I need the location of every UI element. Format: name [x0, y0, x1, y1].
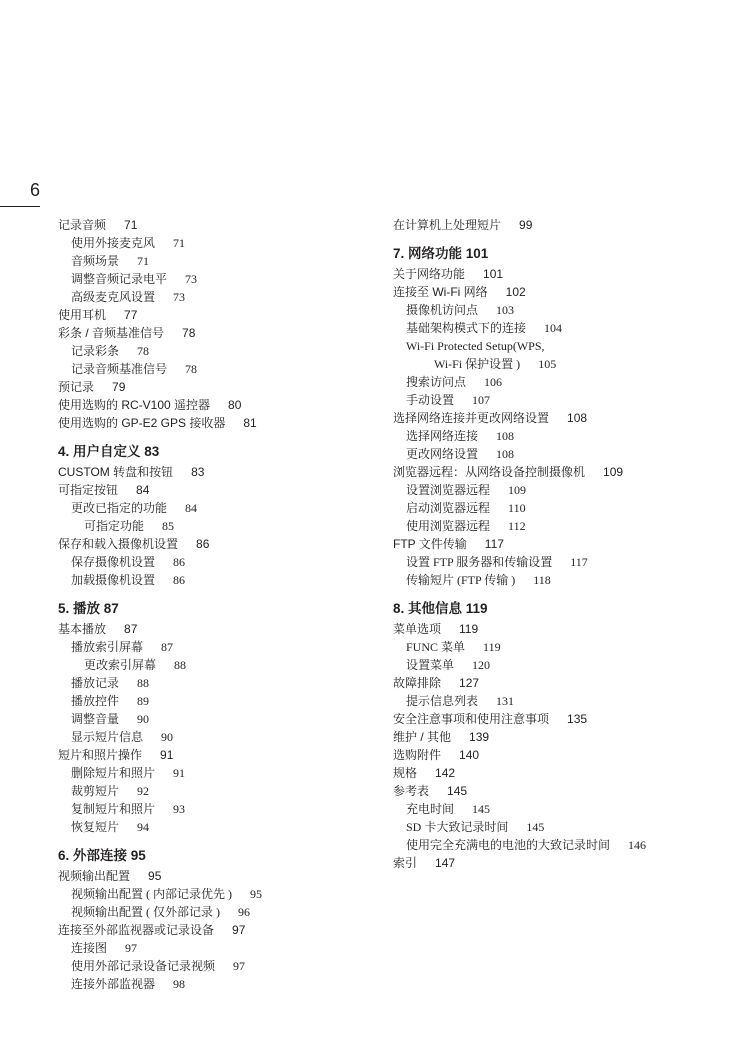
toc-entry-title: 记录音频基准信号: [71, 362, 168, 376]
toc-entry-title: 8. 其他信息 119: [393, 601, 488, 616]
toc-subentry[interactable]: [58, 818, 378, 836]
toc-entry[interactable]: [393, 674, 743, 692]
toc-page-number: 127: [459, 676, 480, 690]
toc-subentry[interactable]: [58, 885, 378, 903]
toc-entry-title: 基础架构模式下的连接: [406, 321, 527, 335]
toc-page-number: 109: [603, 465, 624, 479]
toc-entry-title: 音频场景: [71, 254, 120, 268]
toc-entry-title: 更改网络设置: [406, 447, 479, 461]
toc-subentry[interactable]: [58, 360, 378, 378]
toc-entry[interactable]: [393, 764, 743, 782]
toc-entry-title: 参考表: [393, 784, 430, 798]
toc-entry[interactable]: [393, 409, 743, 427]
toc-entry[interactable]: [393, 620, 743, 638]
toc-page-number: 145: [472, 802, 491, 816]
toc-entry[interactable]: [393, 728, 743, 746]
toc-page-number: 71: [173, 236, 186, 250]
toc-page-number: 90: [137, 712, 150, 726]
toc-entry-title: 规格: [393, 766, 418, 780]
toc-page-number: 86: [196, 537, 210, 551]
toc-page-number: 71: [137, 254, 150, 268]
toc-subentry[interactable]: [393, 638, 743, 656]
toc-subentry[interactable]: [58, 288, 378, 306]
toc-entry[interactable]: [58, 216, 378, 234]
toc-section-heading[interactable]: [58, 846, 378, 866]
toc-subentry[interactable]: [393, 481, 743, 499]
toc-subentry[interactable]: [393, 553, 743, 571]
toc-entry-title: 视频输出配置: [58, 869, 131, 883]
toc-page-number: 79: [112, 380, 126, 394]
toc-page-number: 110: [508, 501, 526, 515]
toc-entry-title: 视频输出配置 ( 仅外部记录 ): [71, 905, 220, 919]
toc-entry[interactable]: [393, 265, 743, 283]
toc-subentry[interactable]: [58, 342, 378, 360]
toc-page-number: 91: [160, 748, 174, 762]
toc-subentry[interactable]: [58, 517, 378, 535]
toc-entry-title: 显示短片信息: [71, 730, 144, 744]
toc-entry[interactable]: [58, 481, 378, 499]
toc-entry-title: 播放记录: [71, 676, 120, 690]
toc-entry-title: 基本播放: [58, 622, 107, 636]
toc-section-heading[interactable]: [58, 442, 378, 462]
toc-page-number: 119: [459, 622, 479, 636]
toc-subentry[interactable]: [393, 818, 743, 836]
toc-page-number: 87: [161, 640, 174, 654]
toc-subentry[interactable]: [58, 692, 378, 710]
toc-entry-title: 播放索引屏幕: [71, 640, 144, 654]
toc-page-number: 87: [124, 622, 138, 636]
toc-page-number: 117: [484, 537, 504, 551]
toc-entry[interactable]: [393, 535, 743, 553]
toc-entry-title: 充电时间: [406, 802, 455, 816]
toc-entry-title: 记录彩条: [71, 344, 120, 358]
toc-page-number: 91: [173, 766, 186, 780]
toc-entry[interactable]: [393, 854, 743, 872]
toc-subentry[interactable]: [393, 373, 743, 391]
toc-entry-title: 视频输出配置 ( 内部记录优先 ): [71, 887, 232, 901]
toc-left-column: [58, 216, 378, 993]
toc-subentry[interactable]: [393, 445, 743, 463]
toc-subentry[interactable]: [393, 427, 743, 445]
toc-entry-title: 4. 用户自定义 83: [58, 444, 160, 459]
toc-entry-title: 使用耳机: [58, 308, 107, 322]
toc-entry-title: 摄像机访问点: [406, 303, 479, 317]
toc-page-number: 84: [136, 483, 150, 497]
toc-subentry[interactable]: [58, 571, 378, 589]
toc-entry[interactable]: [393, 782, 743, 800]
toc-subentry[interactable]: [393, 836, 743, 854]
toc-page-number: 146: [628, 838, 647, 852]
toc-page-number: 119: [483, 640, 501, 654]
toc-subentry[interactable]: [58, 270, 378, 288]
toc-entry-title: Wi-Fi Protected Setup(WPS,: [406, 339, 545, 353]
toc-page-number: 89: [137, 694, 150, 708]
toc-entry-title: 选购附件: [393, 748, 442, 762]
toc-page-number: 135: [567, 712, 588, 726]
toc-page-number: 120: [472, 658, 491, 672]
toc-subentry[interactable]: [393, 301, 743, 319]
toc-entry-title: 搜索访问点: [406, 375, 467, 389]
toc-entry[interactable]: [58, 463, 378, 481]
toc-entry-title: 菜单选项: [393, 622, 442, 636]
toc-page-number: 99: [519, 218, 533, 232]
toc-entry-title: SD 卡大致记录时间: [406, 820, 509, 834]
toc-entry-title: 可指定按钮: [58, 483, 119, 497]
toc-page-number: 98: [173, 977, 186, 991]
toc-subentry[interactable]: [393, 319, 743, 337]
toc-entry[interactable]: [58, 324, 378, 342]
toc-page-number: 95: [148, 869, 162, 883]
toc-entry[interactable]: [393, 710, 743, 728]
toc-entry-title: 设置菜单: [406, 658, 455, 672]
toc-entry-title: 彩条 / 音频基准信号: [58, 326, 165, 340]
toc-entry-title: 在计算机上处理短片: [393, 218, 502, 232]
toc-page-number: 78: [182, 326, 196, 340]
toc-entry-title: 安全注意事项和使用注意事项: [393, 712, 550, 726]
toc-subentry[interactable]: [58, 656, 378, 674]
toc-page-number: 131: [496, 694, 515, 708]
toc-page-number: 145: [526, 820, 545, 834]
toc-entry-title: 选择网络连接并更改网络设置: [393, 411, 550, 425]
toc-page-number: 147: [435, 856, 456, 870]
toc-entry-title: 连接外部监视器: [71, 977, 156, 991]
toc-entry-title: 调整音量: [71, 712, 120, 726]
toc-entry-title: 7. 网络功能 101: [393, 246, 489, 261]
toc-subentry[interactable]: [393, 571, 743, 589]
toc-entry-title: 播放控件: [71, 694, 120, 708]
toc-subentry[interactable]: [58, 638, 378, 656]
toc-entry-title: 设置 FTP 服务器和传输设置: [406, 555, 553, 569]
toc-entry-title: 使用选购的 RC-V100 遥控器: [58, 398, 211, 412]
toc-subentry[interactable]: [58, 553, 378, 571]
toc-entry-title: 5. 播放 87: [58, 601, 119, 616]
toc-subentry[interactable]: [58, 674, 378, 692]
toc-page-number: 85: [162, 519, 175, 533]
toc-entry-title: 使用选购的 GP-E2 GPS 接收器: [58, 416, 226, 430]
toc-page-number: 88: [174, 658, 187, 672]
toc-entry-title: 提示信息列表: [406, 694, 479, 708]
toc-subentry[interactable]: [58, 957, 378, 975]
toc-entry-title: 连接至 Wi-Fi 网络: [393, 285, 488, 299]
toc-entry-title: 预记录: [58, 380, 95, 394]
toc-subentry[interactable]: [58, 234, 378, 252]
toc-page-number: 95: [250, 887, 262, 901]
toc-page-number: 107: [472, 393, 491, 407]
toc-page-number: 105: [538, 357, 557, 371]
toc-entry[interactable]: [393, 463, 743, 481]
toc-page-number: 142: [435, 766, 456, 780]
toc-page-number: 97: [232, 923, 246, 937]
toc-section-heading[interactable]: [58, 599, 378, 619]
toc-subentry[interactable]: [393, 337, 743, 355]
toc-entry-title: Wi-Fi 保护设置 ): [434, 357, 521, 371]
toc-subentry[interactable]: [58, 782, 378, 800]
toc-subentry[interactable]: [58, 903, 378, 921]
toc-subentry[interactable]: [58, 975, 378, 993]
toc-right-column: [393, 216, 743, 872]
toc-entry-title: 裁剪短片: [71, 784, 120, 798]
toc-page-number: 97: [125, 941, 138, 955]
toc-page-number: 86: [173, 555, 186, 569]
toc-entry[interactable]: [58, 620, 378, 638]
toc-page-number: 86: [173, 573, 186, 587]
toc-subentry[interactable]: [58, 800, 378, 818]
toc-entry[interactable]: [58, 414, 378, 432]
toc-entry[interactable]: [393, 216, 743, 234]
toc-entry-title: 保存和载入摄像机设置: [58, 537, 179, 551]
toc-page-number: 104: [544, 321, 563, 335]
toc-subentry[interactable]: [393, 517, 743, 535]
toc-subentry[interactable]: [58, 728, 378, 746]
toc-entry-title: 删除短片和照片: [71, 766, 156, 780]
toc-entry-title: 短片和照片操作: [58, 748, 143, 762]
toc-entry-title: 使用浏览器远程: [406, 519, 491, 533]
toc-page-number: 93: [173, 802, 186, 816]
toc-page-number: 109: [508, 483, 527, 497]
toc-entry-title: 关于网络功能: [393, 267, 466, 281]
toc-subentry[interactable]: [393, 391, 743, 409]
toc-page-number: 92: [137, 784, 150, 798]
toc-entry-title: 设置浏览器远程: [406, 483, 491, 497]
toc-page-number: 96: [238, 905, 250, 919]
toc-page-number: 80: [228, 398, 242, 412]
toc-entry-title: 高级麦克风设置: [71, 290, 156, 304]
toc-page-number: 73: [185, 272, 198, 286]
toc-subentry[interactable]: [393, 656, 743, 674]
toc-entry-title: 复制短片和照片: [71, 802, 156, 816]
toc-entry-title: 更改索引屏幕: [84, 658, 157, 672]
toc-entry-title: 维护 / 其他: [393, 730, 452, 744]
toc-subentry[interactable]: [58, 764, 378, 782]
toc-page-number: 97: [233, 959, 246, 973]
toc-entry-title: 调整音频记录电平: [71, 272, 168, 286]
toc-page-number: 73: [173, 290, 186, 304]
toc-entry-title: 记录音频: [58, 218, 107, 232]
toc-page-number: 83: [191, 465, 205, 479]
toc-entry-title: 使用外接麦克风: [71, 236, 156, 250]
toc-entry-title: FUNC 菜单: [406, 640, 466, 654]
toc-page-number: 106: [484, 375, 503, 389]
toc-entry-title: 使用外部记录设备记录视频: [71, 959, 216, 973]
toc-entry[interactable]: [58, 378, 378, 396]
toc-page-number: 145: [447, 784, 468, 798]
toc-page-number: 88: [137, 676, 150, 690]
toc-page-number: 78: [185, 362, 198, 376]
toc-page-number: 71: [124, 218, 138, 232]
toc-entry-title: FTP 文件传输: [393, 537, 467, 551]
toc-entry-title: 传输短片 (FTP 传输 ): [406, 573, 516, 587]
toc-section-heading[interactable]: [393, 599, 743, 619]
toc-entry[interactable]: [58, 535, 378, 553]
toc-page-number: 102: [505, 285, 526, 299]
toc-entry[interactable]: [58, 306, 378, 324]
toc-entry-title: 故障排除: [393, 676, 442, 690]
toc-entry-title: 启动浏览器远程: [406, 501, 491, 515]
toc-entry-title: 选择网络连接: [406, 429, 479, 443]
toc-page-number: 84: [185, 501, 198, 515]
toc-page-number: 90: [161, 730, 174, 744]
toc-entry[interactable]: [58, 746, 378, 764]
toc-subentry[interactable]: [393, 499, 743, 517]
toc-entry-title: 保存摄像机设置: [71, 555, 156, 569]
toc-entry-title: 索引: [393, 856, 418, 870]
header-rule: [0, 206, 40, 207]
toc-page-number: 108: [496, 429, 515, 443]
toc-entry-title: 连接图: [71, 941, 108, 955]
toc-subentry[interactable]: [393, 355, 743, 373]
toc-page-number: 108: [567, 411, 588, 425]
toc-subentry[interactable]: [58, 252, 378, 270]
toc-page-number: 101: [483, 267, 504, 281]
toc-page-number: 117: [570, 555, 588, 569]
toc-entry-title: 6. 外部连接 95: [58, 848, 146, 863]
toc-entry-title: 加载摄像机设置: [71, 573, 156, 587]
toc-page-number: 108: [496, 447, 515, 461]
toc-subentry[interactable]: [58, 499, 378, 517]
toc-entry[interactable]: [393, 746, 743, 764]
toc-page-number: 112: [508, 519, 526, 533]
toc-entry-title: 浏览器远程：从网络设备控制摄像机: [393, 465, 586, 479]
toc-entry-title: 更改已指定的功能: [71, 501, 168, 515]
toc-page-number: 94: [137, 820, 150, 834]
toc-page-number: 78: [137, 344, 150, 358]
toc-subentry[interactable]: [58, 710, 378, 728]
toc-subentry[interactable]: [393, 800, 743, 818]
toc-entry[interactable]: [58, 921, 378, 939]
toc-entry-title: CUSTOM 转盘和按钮: [58, 465, 174, 479]
toc-page-number: 118: [533, 573, 551, 587]
toc-entry[interactable]: [58, 867, 378, 885]
toc-entry-title: 手动设置: [406, 393, 455, 407]
toc-subentry[interactable]: [393, 692, 743, 710]
toc-entry-title: 使用完全充满电的电池的大致记录时间: [406, 838, 611, 852]
toc-page-number: 139: [469, 730, 490, 744]
page-number: 6: [30, 180, 41, 200]
toc-page-number: 103: [496, 303, 515, 317]
toc-entry[interactable]: [58, 396, 378, 414]
toc-subentry[interactable]: [58, 939, 378, 957]
toc-entry-title: 恢复短片: [71, 820, 120, 834]
toc-page-number: 81: [243, 416, 257, 430]
toc-entry-title: 可指定功能: [84, 519, 145, 533]
toc-section-heading[interactable]: [393, 244, 743, 264]
toc-page-number: 140: [459, 748, 480, 762]
toc-entry-title: 连接至外部监视器或记录设备: [58, 923, 215, 937]
toc-entry[interactable]: [393, 283, 743, 301]
toc-page-number: 77: [124, 308, 138, 322]
